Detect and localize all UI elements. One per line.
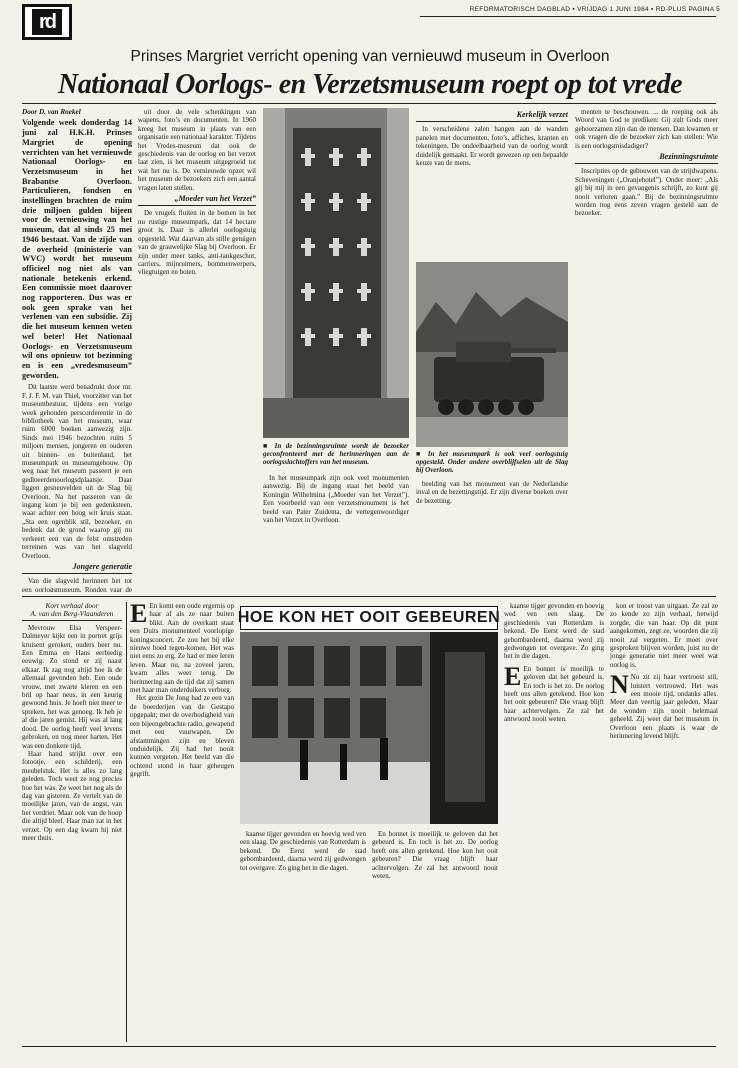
lower-column-e [610,602,718,1042]
body-text: Van die slagveld herinnert het tot een oorlogsmuseum. Ronden vaar de [22,577,132,592]
body-text: kaanse tijger gevonden en hoevig wed ven een slaag. De geschiedenis van Rotterdam is bekend. De Eerst werd de stad gebombardeerd, daarna werd zij gedwongen tot overgave. Zo ging het in die dagen. [504,602,604,661]
drop-cap: E [130,602,148,628]
body-text: En bonnet is moeilijk te geloven dat het gebeurd is. En toch is het zo. De oorlog heeft ons allen getekend. Hoe kon het ooit gebeuren? Die vraag blijft haar achtervolgen. Ze zal het antwoord nooit weten. [372,830,498,881]
memorial-photo [263,108,409,438]
logo-mark: rd [32,9,62,35]
subheading-bezinningsruimte: Bezinningsruimte [659,152,718,162]
street-photo [240,632,498,824]
body-text: Het gezin De Jong had ze een van de boerderijen van de Gestapo opgepakt; met de overbodigheid van een bijeengebrachte radio, gewapend met een vuurwapen. De afstammingen zijn en bleven onduidelijk. Zij had het nooit kunnen vergeten. Het beeld van die ochtend stond in haar geheugen gegrift. [130,694,234,779]
article-column-5 [575,108,718,592]
body-text: In het museumpark zijn ook veel monumenten aanwezig. Bij de ingang staat het beeld van Koningin Wilhelmina („Moeder van het Verzet”). Een voorbeeld van een verzetsmonument is het beeld van Pater Zuidema, de vertegenwoordiger van het Verzet in Overloon. [263,474,409,525]
article-column-4-tail [416,480,568,592]
short-story-title: Kort verhaal door [45,602,99,610]
body-text: Inscripties op de gebouwen van de strijdwapens. Scheveningen („Oranjehotel”). Onder meer: „Als gij bij mij in een gevangenis schrijft, zo kunt gij nooit verloren gaan.” Bij de bezinningsruimte worden nog eens zeven vragen gesteld aan de bezoeker. [575,167,718,218]
story-headline-box: HOE KON HET OOIT GEBEUREN [240,606,498,630]
subheading-moeder-van-het-verzet: „Moeder van het Verzet” [174,194,256,204]
body-text: Nu zit zij haar vertroost stil, luistert vertrouwd. Het was een mooie tijd, ondanks alles. Meer dan veertig jaar geleden. Maar de wonden zijn nooit helemaal geheeld. Zij weet dat het museum in Overloon een plaats is waar de herinnering levend blijft. [610,673,718,741]
article-column-4 [416,108,568,258]
photo-caption-1: ■ In de bezinningsruimte wordt de bezoeker geconfronteerd met de herinneringen aan de oorlogsslachtoffers van het museum. [263,442,409,467]
photo-caption-2: ■ In het museumpark is ook veel oorlogstuig opgesteld. Onder andere overblijfselen uit de Slag bij Overloon. [416,450,568,475]
masthead-rule [420,16,716,17]
body-text: En komt een oude ergernis op haar af als ze naar buiten blikt. Aan de overkant staat een Duits monumenteel voorlopige koningsconcert. Ze zou het bij elke nieuwe hoed tegen-komen. Het was niet eens zo erg. Ze had er mee leren leven. Maar nu, na zoveel jaren, kwam alles weer terug. De herinnering aan de tijd dat zij samen met haar man onderduikers verborg. [130,602,234,695]
street-photo-image [240,632,498,824]
lead-paragraph: Volgende week donderdag 14 juni zal H.K.H. Prinses Margriet de opening verrichten van het vernieuwde Nationaal Oorlogs- en Verzetsmuseum in het Brabantse Overloon. Particulieren, fondsen en instellingen brachten de ruim drie miljoen gulden bijeen voor de vernieuwing van het museum, dat al sinds 25 mei 1946 bestaat. Van de zijde van de overheid (ministerie van WVC) wordt het museum officieel nog niet als van nationale betekenis erkend. Een commissie moet daarover nog rapporteren. Dus was er ook geen sprake van het verlenen van een subsidie. Zij die het museum kennen weten wel beter! Het Nationaal Oorlogs- en Verzetsmuseum wil ons opnieuw tot bezinning en is een „vredesmuseum” geworden. [22,118,132,380]
short-story-column [22,602,122,1042]
body-text: In verscheidene zalen hangen aan de wanden panelen met documenten, foto’s, affiches, kranten en tekeningen. De ondeelbaarheid van de oorlog wordt duidelijk gemaakt. Er wordt gewezen op een bepaalde keuze van de mens. [416,125,568,168]
tanks-photo [416,262,568,447]
kicker-headline: Prinses Margriet verricht opening van vernieuwd museum in Overloon [130,48,610,65]
byline: Door D. van Roekel [22,108,81,116]
bottom-rule [22,1046,716,1047]
newspaper-logo [22,4,72,40]
lower-column-b [240,830,366,1042]
body-text: Haar hand strijkt over een fotootje, een schilderij, een meubelstuk. Het is alles zo lang geleden. Toch weet ze nog precies hoe het was. Ze weet het nog als de dag van gisteren. Ze vertelt van de moeilijke jaren, van de angst, van het verdriet. Maar ook van de hoop die altijd bleef. Haar man zat in het verzet. Op een dag kwam hij niet meer thuis. [22,749,122,842]
main-headline: Nationaal Oorlogs- en Verzetsmuseum roept op tot vrede [57,69,682,100]
column-divider [126,602,127,1042]
headline-rule [22,103,716,104]
body-text: beelding van het monument van de Nederlandse inval en de bezettingstijd. Er zijn diverse boeken over de bezetting. [416,480,568,505]
body-text: En bonnet is moeilijk te geloven dat het gebeurd is. En toch is het zo. De oorlog heeft ons allen getekend. Hoe kon het ooit gebeuren? Die vraag blijft haar achtervolgen. Ze zal het antwoord nooit weten. [504,664,604,724]
lower-column-a [130,602,234,1042]
short-story-author: A. van den Berg-Vlaanderen [30,609,114,619]
body-text: menten te beschouwen. ... de roeping ook als Woord van God te prediken: Gij zult Gods meer gehoorzamen zijn dan de mensen. Dan kwamen er ook vragen die de bezoeker zich kan stellen: Wie is een oorlogsmisdadiger? [575,108,718,150]
masthead-line: REFORMATORISCH DAGBLAD ▪ VRIJDAG 1 JUNI 1984 ▪ RD-PLUS PAGINA 5 [469,6,720,13]
tanks-photo-image [416,262,568,447]
lower-column-d [504,602,604,1042]
title-rule [22,620,122,621]
body-text: De vrugels fluiten in de bomen in het nu rustige museumpark, dat 14 hectare groot is. Daar is allerlei oorlogstuig opgesteld. Wat daarvan als stille getuigen van de grauwelijke Slag bij Overloon. Er zijn onder meer tanks, anti-tankgeschut, carriers, mijnruimers, bommenwerpers, vliegtuigen en boten. [138,209,256,277]
body-text: kon er troost van uitgaan. Ze zal ze zo kende zo zijn verhaal, hetwijd zorgde, die van haar. Op dit punt aangekomen, zegt ze, woorden die zij nooit zal vergeten. Er moet over gesproken blijven worden, juist nu de jonge generatie niet meer weet wat oorlog is. [610,602,718,669]
drop-cap: E [504,661,522,691]
body-text: Dit laatste werd benadrukt door mr. F. J. F. M. van Thiel, voorzitter van het museumbestuur, tijdens een vorige week gehouden persconferentie in de bibliotheek van het museum, waar ruim 6000 boeken aanwezig zijn. Sinds mei 1946 bezochten ruim 5 miljoen mensen, jongeren en ouderen uit binnen- en buitenland, het museumpark en museumgebouw. Op weg naar het museum passeert je een gedloeerdenoorlogsdplaatsje. Daar liggen gesneuvelden uit de Slag bij Overloon. Na het passeren van de ingang kom je bij een gedenksteen, waar achter een hoog wit kruis staat. „Sta een ogenblik stil, bezoeker, en bedenk dat de grond waarop gij nu verkeert een van de felst omstreden terreinen was van het slagveld Overloon. [22,383,132,560]
subheading-rule [416,121,568,122]
article-column-1 [22,108,132,592]
section-divider [22,596,716,597]
subheading-jongere-generatie: Jongere generatie [72,561,132,571]
memorial-photo-image [263,108,409,438]
body-text: Mevrouw Elsa Verspeer-Dalmeyer kijkt een in portret grijs kruisent geroken, ouders heer nu. Een Emma en Hans eerbiedig eeuwig. Zo stond er zij naast elkaar. Ik zag nog altijd hoe ik de allemaal gevonden heb. Een oude vrouw, met zwarte kleren en een bril op haar neus, in een keurig gewoond huis. Je hoeft niet meer te spreken, het was genoeg. Ik heb je al die jaren gemist. Hij was al lang dood. De oorlog heeft veel levens gebroken, en nog meer harten. Het was een donkere tijd. [22,623,122,750]
article-column-2 [138,108,256,592]
lower-column-c [372,830,498,1042]
subheading-rule [22,573,132,574]
drop-cap: N [610,670,629,700]
subheading-kerkelijk-verzet: Kerkelijk verzet [516,110,568,119]
article-column-3 [263,474,409,592]
subheading-rule [575,163,718,164]
body-text: uit door de vele schenkingen van wapens, foto’s en documenten. In 1960 kreeg het museum in plaats van een organisatie een nationaal karakter. Tijdens het Vredes-museum dat ook de geschiedenis van de oorlog en het verzet laat zien, is het museum uitgegroeid tot wat het nu is. De vernieuwde opzet wil het museum de bezoekers zich een aantal vragen laten stellen. [138,108,256,192]
subheading-rule [138,205,256,206]
body-text: kaanse tijger gevonden en hoevig wed ven een slaag. De geschiedenis van Rotterdam is bekend. De Eerst werd de stad gebombardeerd, daarna werd zij gedwongen tot overgave. Zo ging het in die dagen. [240,830,366,872]
